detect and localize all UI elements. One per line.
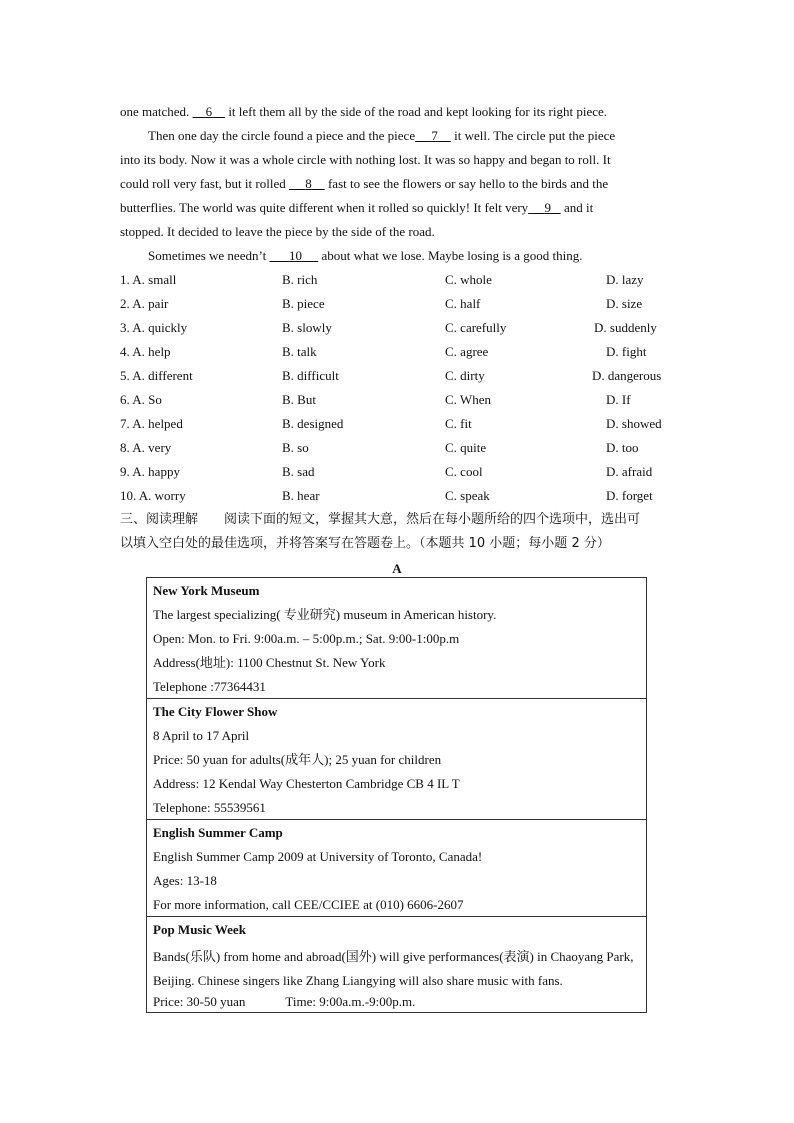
option-a: 7. A. helped bbox=[120, 416, 183, 431]
option-c: C. whole bbox=[445, 272, 492, 287]
text: fast to see the flowers or say hello to the birds and the bbox=[324, 176, 609, 191]
option-c: C. quite bbox=[445, 440, 487, 455]
ad-museum bbox=[147, 578, 646, 699]
ad-title: English Summer Camp bbox=[153, 825, 283, 840]
blank-8: 8 bbox=[305, 176, 312, 191]
price-text: Price: 30-50 yuan bbox=[153, 994, 246, 1009]
passage-line-6: stopped. It decided to leave the piece by the side of the road. bbox=[120, 224, 435, 239]
option-b: B. piece bbox=[282, 296, 325, 311]
option-a: 8. A. very bbox=[120, 440, 172, 455]
option-a: 1. A. small bbox=[120, 272, 177, 287]
option-b: B. designed bbox=[282, 416, 344, 431]
option-d: D. afraid bbox=[606, 464, 653, 479]
option-b: B. slowly bbox=[282, 320, 332, 335]
option-d: D. forget bbox=[606, 488, 653, 503]
passage-line-3: into its body. Now it was a whole circle with nothing lost. It was so happy and began to roll. It bbox=[120, 152, 611, 167]
option-c: C. cool bbox=[445, 464, 483, 479]
time-text: Time: 9:00a.m.-9:00p.m. bbox=[285, 994, 416, 1009]
text: Then one day the circle found a piece and the piece bbox=[148, 128, 416, 143]
ad-title: The City Flower Show bbox=[153, 704, 278, 719]
passage-line-2 bbox=[148, 128, 615, 144]
section-instructions: 以填入空白处的最佳选项，并将答案写在答题卷上。（本题共 10 小题；每小题 2 分） bbox=[120, 536, 610, 551]
option-c: C. fit bbox=[445, 416, 472, 431]
ad-row: Open: Mon. to Fri. 9:00a.m. – 5:00p.m.; Sat. 9:00-1:00p.m bbox=[153, 631, 460, 646]
option-c: C. carefully bbox=[445, 320, 507, 335]
ad-title: New York Museum bbox=[153, 583, 260, 598]
text: Sometimes we needn’t bbox=[148, 248, 270, 263]
text: and it bbox=[560, 200, 594, 215]
option-d: D. suddenly bbox=[594, 320, 657, 335]
option-b: B. But bbox=[282, 392, 316, 407]
ad-row bbox=[153, 993, 640, 1017]
text: about what we lose. Maybe losing is a good thing. bbox=[318, 248, 583, 263]
option-d: D. size bbox=[606, 296, 643, 311]
ad-row: English Summer Camp 2009 at University of Toronto, Canada! bbox=[153, 849, 483, 864]
option-d: D. fight bbox=[606, 344, 647, 359]
option-d: D. too bbox=[606, 440, 639, 455]
passage-line-4 bbox=[120, 176, 608, 192]
option-d: D. dangerous bbox=[592, 368, 662, 383]
ad-row: Telephone: 55539561 bbox=[153, 800, 266, 815]
section-heading: 三、阅读理解 阅读下面的短文，掌握其大意，然后在每小题所给的四个选项中，选出可 bbox=[120, 512, 641, 527]
option-a: 10. A. worry bbox=[120, 488, 186, 503]
ad-row: Telephone :77364431 bbox=[153, 679, 266, 694]
text: butterflies. The world was quite different when it rolled so quickly! It felt very bbox=[120, 200, 529, 215]
option-a: 2. A. pair bbox=[120, 296, 169, 311]
option-d: D. lazy bbox=[606, 272, 644, 287]
passage-line-7 bbox=[148, 248, 583, 264]
ad-flower-show bbox=[147, 699, 646, 820]
option-a: 5. A. different bbox=[120, 368, 193, 383]
option-b: B. sad bbox=[282, 464, 315, 479]
ads-table bbox=[146, 577, 647, 1013]
ad-row: Address(地址): 1100 Chestnut St. New York bbox=[153, 655, 386, 670]
option-c: C. half bbox=[445, 296, 481, 311]
option-c: C. When bbox=[445, 392, 491, 407]
text: one matched. bbox=[120, 104, 193, 119]
option-b: B. talk bbox=[282, 344, 317, 359]
ad-title: Pop Music Week bbox=[153, 922, 246, 937]
option-b: B. so bbox=[282, 440, 309, 455]
option-c: C. speak bbox=[445, 488, 490, 503]
blank-9: 9 bbox=[544, 200, 551, 215]
ad-summer-camp bbox=[147, 820, 646, 917]
option-c: C. dirty bbox=[445, 368, 485, 383]
ad-row: 8 April to 17 April bbox=[153, 728, 250, 743]
option-d: D. showed bbox=[606, 416, 662, 431]
text: could roll very fast, but it rolled bbox=[120, 176, 289, 191]
blank-6: 6 bbox=[205, 104, 213, 119]
ad-row: The largest specializing( 专业研究) museum in American history. bbox=[153, 607, 497, 622]
option-a: 3. A. quickly bbox=[120, 320, 188, 335]
option-a: 4. A. help bbox=[120, 344, 171, 359]
ad-pop-music bbox=[147, 917, 646, 1012]
passage-label-a: A bbox=[392, 561, 402, 576]
option-a: 9. A. happy bbox=[120, 464, 180, 479]
ad-row: Address: 12 Kendal Way Chesterton Cambridge CB 4 IL T bbox=[153, 776, 460, 791]
option-b: B. difficult bbox=[282, 368, 339, 383]
ad-row: Bands(乐队) from home and abroad(国外) will give performances(表演) in Chaoyang Park, Beijing. Chinese singers like Zhang Liangying will also share music with fans. bbox=[153, 949, 634, 988]
option-d: D. If bbox=[606, 392, 631, 407]
text: it well. The circle put the piece bbox=[450, 128, 616, 143]
option-b: B. rich bbox=[282, 272, 318, 287]
text: it left them all by the side of the road and kept looking for its right piece. bbox=[225, 104, 608, 119]
ad-row: For more information, call CEE/CCIEE at (010) 6606-2607 bbox=[153, 897, 464, 912]
ad-row: Ages: 13-18 bbox=[153, 873, 217, 888]
ad-row: Price: 50 yuan for adults(成年人); 25 yuan for children bbox=[153, 752, 442, 767]
passage-line-5 bbox=[120, 200, 593, 216]
passage-line-1 bbox=[120, 104, 607, 120]
blank-10: 10 bbox=[288, 248, 302, 263]
option-a: 6. A. So bbox=[120, 392, 162, 407]
option-c: C. agree bbox=[445, 344, 489, 359]
option-b: B. hear bbox=[282, 488, 320, 503]
blank-7: 7 bbox=[431, 128, 438, 143]
